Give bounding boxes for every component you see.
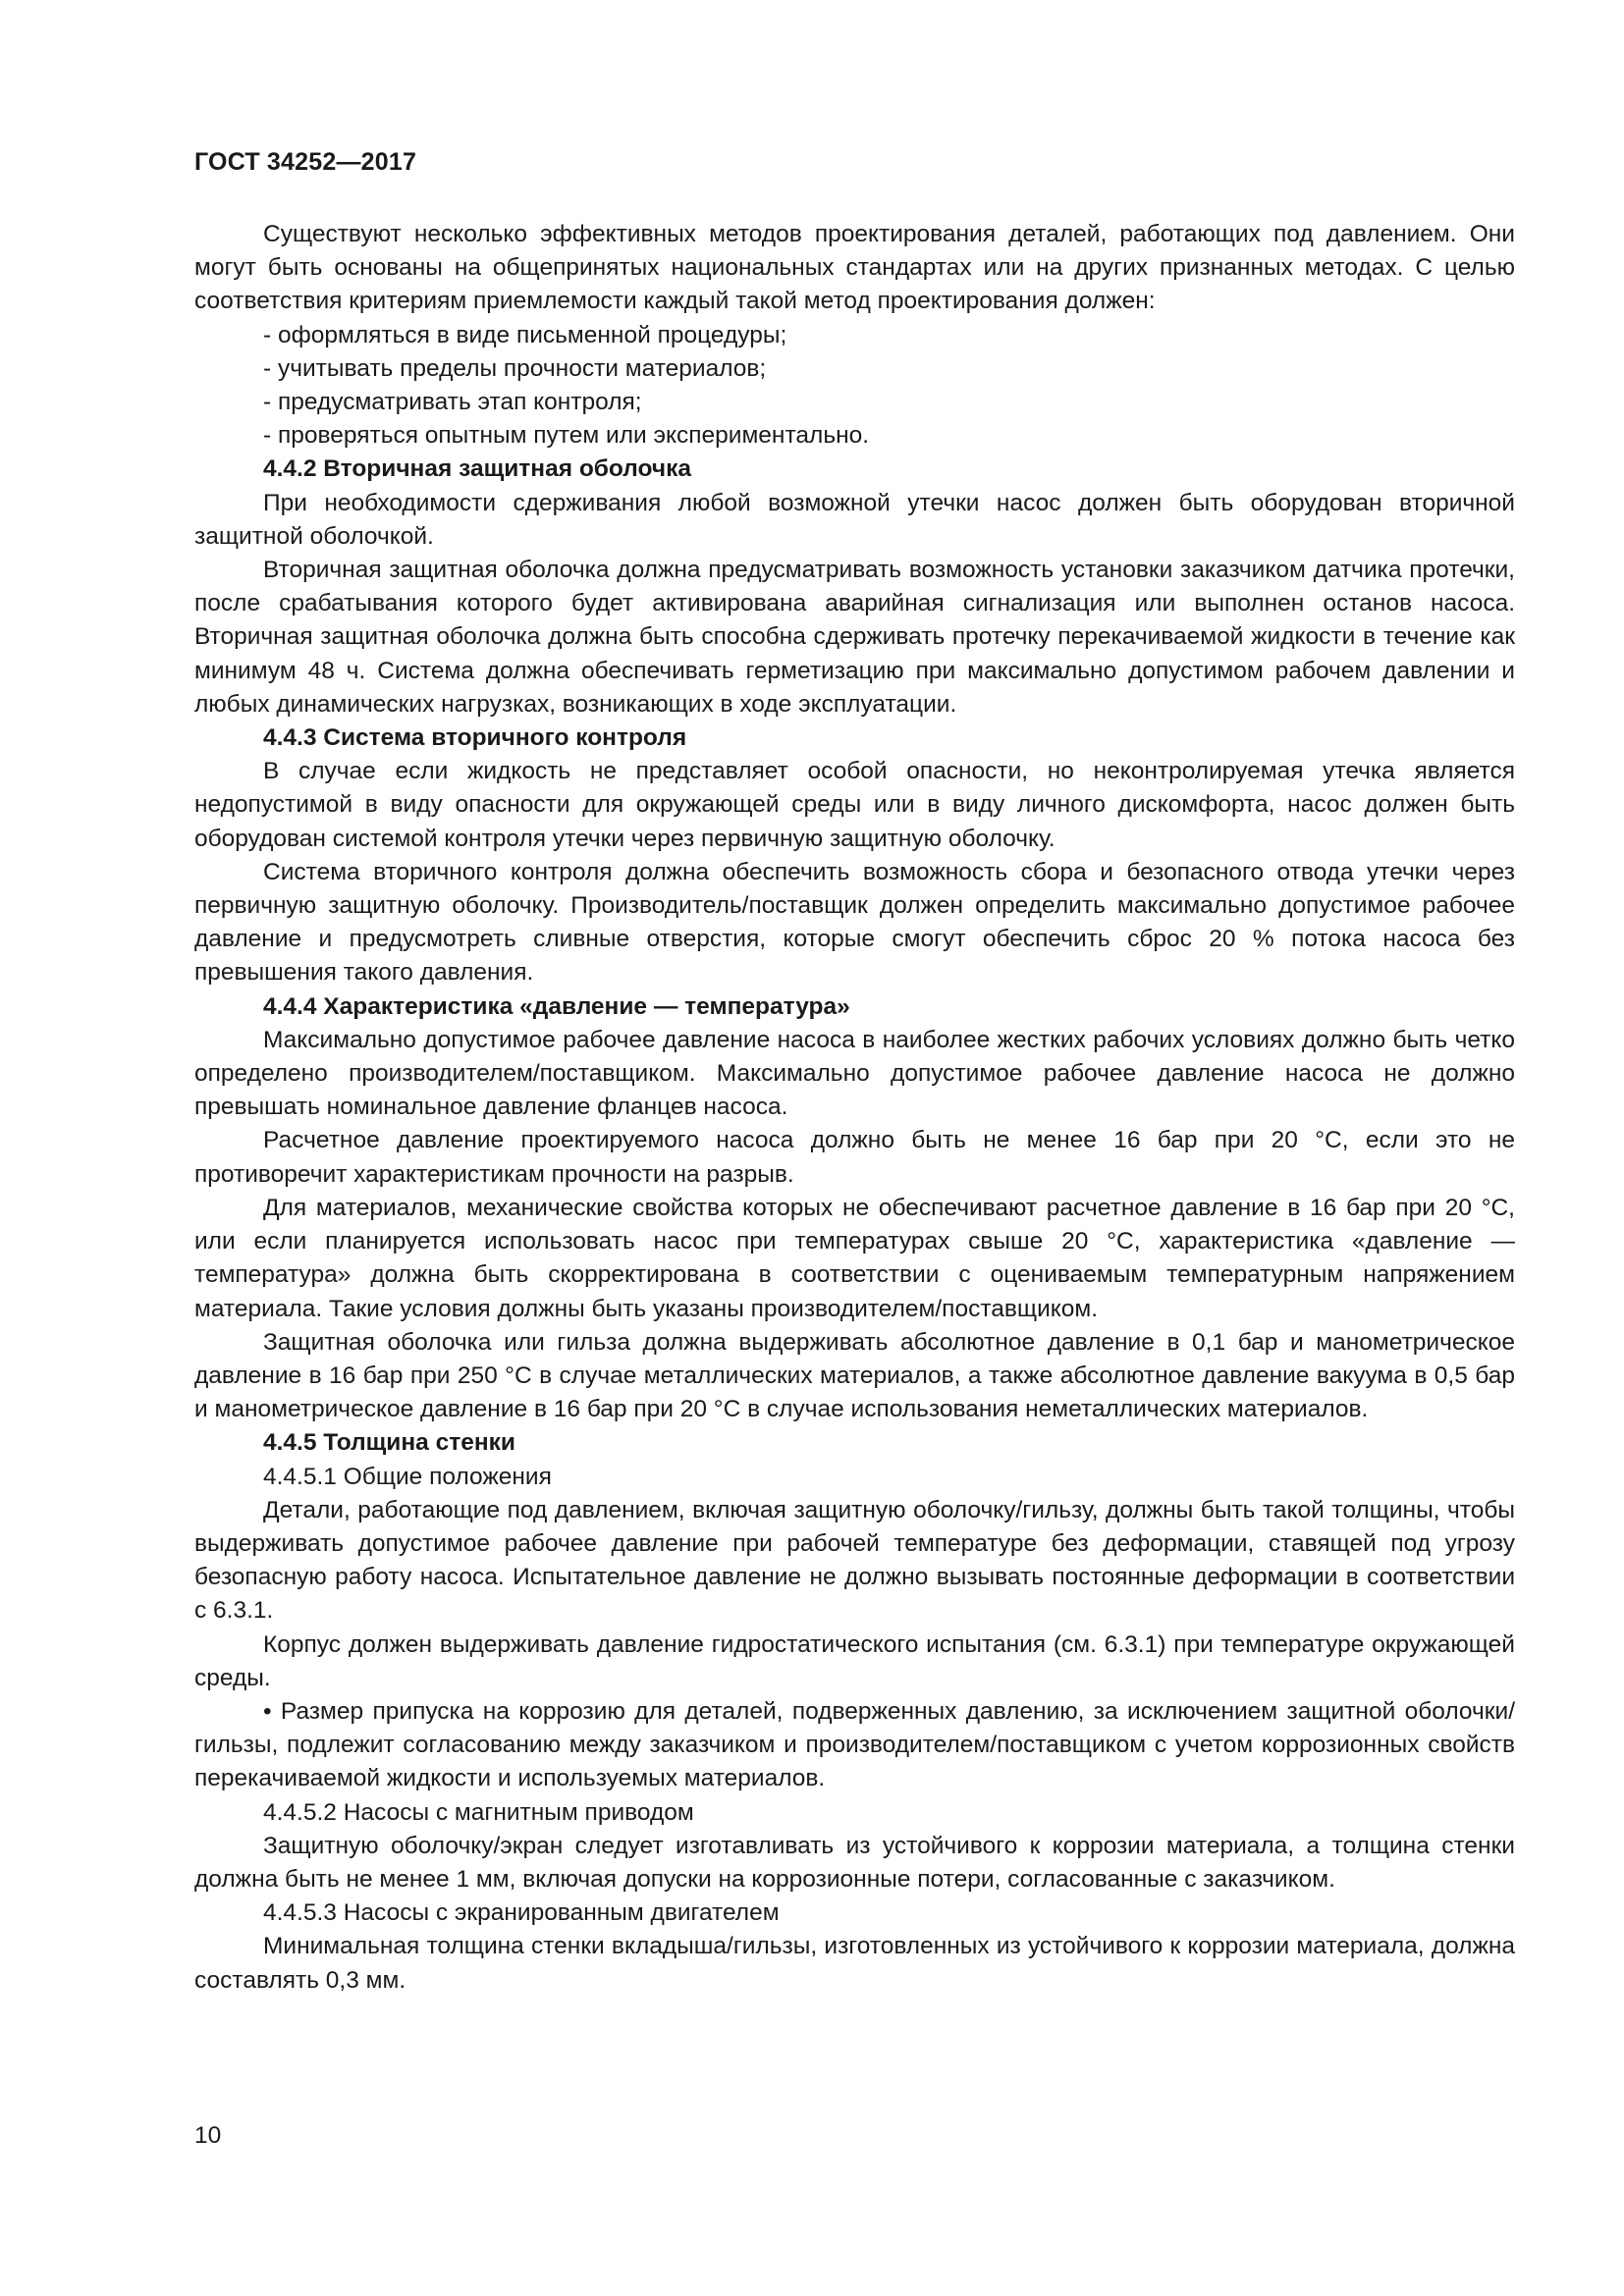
section-heading: 4.4.4 Характеристика «давление — температура» [263,992,850,1020]
body-paragraph: Минимальная толщина стенки вкладыша/гильзы, изготовленных из устойчивого к коррозии материала, должна составлять 0,3 мм. [194,1933,1515,1994]
document-page [194,147,1515,1998]
body-paragraph: Вторичная защитная оболочка должна предусматривать возможность установки заказчиком датчика протечки, после срабатывания которого будет активирована аварийная сигнализация или выполнен останов насоса. Вторичная защитная оболочка должна быть способна сдерживать протечку перекачиваемой жидкости в течение как минимум 48 ч. Система должна обеспечивать герметизацию при максимально допустимом рабочем давлении и любых динамических нагрузках, возникающих в ходе эксплуатации. [194,557,1515,718]
section-heading: 4.4.5 Толщина стенки [263,1429,515,1457]
body-paragraph: Система вторичного контроля должна обеспечить возможность сбора и безопасного отвода утечки через первичную защитную оболочку. Производитель/поставщик должен определить максимально допустимое рабочее давление и предусмотреть сливные отверстия, которые смогут обеспечить сброс 20 % потока насоса без превышения такого давления. [194,858,1515,987]
body-paragraph: 4.4.5.2 Насосы с магнитным приводом [263,1798,694,1826]
document-header: ГОСТ 34252—2017 [194,148,417,176]
body-paragraph: 4.4.5.3 Насосы с экранированным двигателем [263,1899,780,1927]
body-paragraph: 4.4.5.1 Общие положения [263,1463,552,1490]
body-paragraph: Максимально допустимое рабочее давление насоса в наиболее жестких рабочих условиях должно быть четко определено производителем/поставщиком. Максимально допустимое рабочее давление насоса не должно превышать номинальное давление фланцев насоса. [194,1026,1515,1121]
body-paragraph: Для материалов, механические свойства которых не обеспечивают расчетное давление в 16 бар при 20 °С, или если планируется использовать насос при температурах свыше 20 °С, характеристика «давление — температура» должна быть скорректирована в соответствии с оцениваемым температурным напряжением материала. Такие условия должны быть указаны производителем/поставщиком. [194,1194,1515,1322]
body-paragraph: При необходимости сдерживания любой возможной утечки насос должен быть оборудован вторичной защитной оболочкой. [194,489,1515,550]
body-paragraph: Защитная оболочка или гильза должна выдерживать абсолютное давление в 0,1 бар и манометрическое давление в 16 бар при 250 °С в случае металлических материалов, а также абсолютное давление вакуума в 0,5 бар и манометрическое давление в 16 бар при 20 °С в случае использования неметаллических материалов. [194,1328,1515,1423]
list-item: - предусматривать этап контроля; [263,389,642,416]
section-heading: 4.4.3 Система вторичного контроля [263,724,687,752]
body-paragraph: • Размер припуска на коррозию для деталей, подверженных давлению, за исключением защитной оболочки/гильзы, подлежит согласованию между заказчиком и производителем/поставщиком с учетом коррозионных свойств перекачиваемой жидкости и используемых материалов. [194,1697,1515,1792]
document-body [194,218,1515,1998]
body-paragraph: Корпус должен выдерживать давление гидростатического испытания (см. 6.3.1) при температуре окружающей среды. [194,1630,1515,1691]
page-number: 10 [194,2122,222,2149]
body-paragraph: Детали, работающие под давлением, включая защитную оболочку/гильзу, должны быть такой толщины, чтобы выдерживать допустимое рабочее давление при рабочей температуре без деформации, ставящей под угрозу безопасную работу насоса. Испытательное давление не должно вызывать постоянные деформации в соответствии с 6.3.1. [194,1496,1515,1625]
list-item: - оформляться в виде письменной процедуры; [263,321,787,348]
body-paragraph: В случае если жидкость не представляет особой опасности, но неконтролируемая утечка является недопустимой в виду опасности для окружающей среды или в виду личного дискомфорта, насос должен быть оборудован системой контроля утечки через первичную защитную оболочку. [194,758,1515,852]
list-item: - учитывать пределы прочности материалов; [263,354,767,382]
section-heading: 4.4.2 Вторичная защитная оболочка [263,455,691,483]
body-paragraph: Существуют несколько эффективных методов проектирования деталей, работающих под давлением. Они могут быть основаны на общепринятых национальных стандартах или на других признанных методах. С целью соответствия критериям приемлемости каждый такой метод проектирования должен: [194,221,1515,315]
body-paragraph: Расчетное давление проектируемого насоса должно быть не менее 16 бар при 20 °С, если это не противоречит характеристикам прочности на разрыв. [194,1127,1515,1188]
body-paragraph: Защитную оболочку/экран следует изготавливать из устойчивого к коррозии материала, а толщина стенки должна быть не менее 1 мм, включая допуски на коррозионные потери, согласованные с заказчиком. [194,1832,1515,1893]
list-item: - проверяться опытным путем или экспериментально. [263,422,870,450]
